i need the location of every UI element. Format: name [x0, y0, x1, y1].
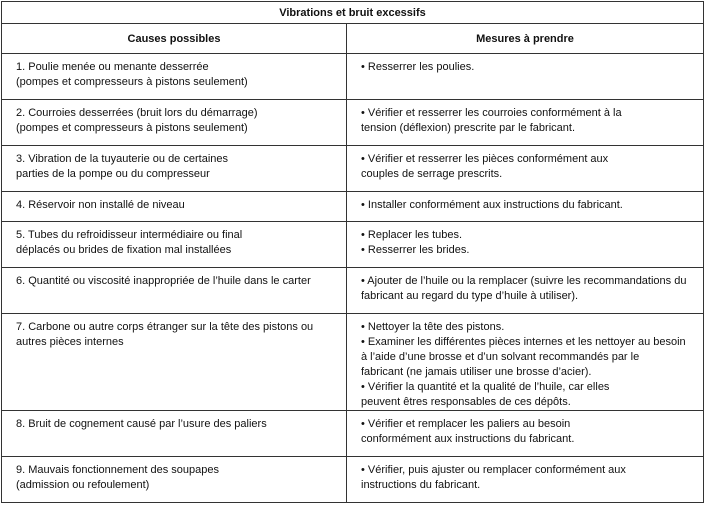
cause-line: (admission ou refoulement) — [16, 479, 150, 491]
table-body — [2, 54, 704, 503]
cause-line: 3. Vibration de la tuyauterie ou de certaines — [16, 153, 228, 165]
cause-cell — [2, 314, 347, 411]
measure-cell — [347, 100, 704, 146]
cause-cell — [2, 54, 347, 100]
cause-line: 5. Tubes du refroidisseur intermédiaire ou final — [16, 229, 243, 241]
cause-cell — [2, 100, 347, 146]
cause-line: 1. Poulie menée ou menante desserrée — [16, 61, 209, 73]
header-measures: Mesures à prendre — [347, 24, 704, 54]
measure-cell — [347, 192, 704, 222]
table-row — [2, 222, 704, 268]
cause-cell — [2, 268, 347, 314]
measure-line: • Vérifier et resserrer les pièces conformément aux — [361, 153, 609, 165]
table-row — [2, 457, 704, 503]
cause-line: 4. Réservoir non installé de niveau — [16, 199, 185, 211]
table-row — [2, 100, 704, 146]
measure-line: fabricant (ne jamais utiliser une brosse d’acier). — [361, 366, 592, 378]
measure-line: • Vérifier et remplacer les paliers au besoin — [361, 418, 571, 430]
measure-line: conformément aux instructions du fabricant. — [361, 433, 575, 445]
measure-cell — [347, 268, 704, 314]
measure-cell — [347, 457, 704, 503]
cause-line: 6. Quantité ou viscosité inappropriée de l’huile dans le carter — [16, 275, 311, 287]
cause-line: 8. Bruit de cognement causé par l’usure des paliers — [16, 418, 267, 430]
measure-line: • Resserrer les poulies. — [361, 61, 475, 73]
measure-line: • Vérifier et resserrer les courroies conformément à la — [361, 107, 622, 119]
measure-line: • Installer conformément aux instructions du fabricant. — [361, 199, 623, 211]
measure-line: • Ajouter de l’huile ou la remplacer (suivre les recommandations du — [361, 275, 687, 287]
table-row — [2, 146, 704, 192]
cause-cell — [2, 411, 347, 457]
header-causes: Causes possibles — [2, 24, 347, 54]
cause-line: 7. Carbone ou autre corps étranger sur la tête des pistons ou — [16, 321, 314, 333]
measure-line: couples de serrage prescrits. — [361, 168, 503, 180]
cause-line: 9. Mauvais fonctionnement des soupapes — [16, 464, 220, 476]
cause-line: 2. Courroies desserrées (bruit lors du démarrage) — [16, 107, 258, 119]
table-row — [2, 268, 704, 314]
measure-cell — [347, 411, 704, 457]
cause-line: (pompes et compresseurs à pistons seulement) — [16, 76, 248, 88]
troubleshooting-table — [1, 1, 704, 503]
measure-line: fabricant au regard du type d’huile à utiliser). — [361, 290, 579, 302]
cause-line: (pompes et compresseurs à pistons seulement) — [16, 122, 248, 134]
cause-line: parties de la pompe ou du compresseur — [16, 168, 210, 180]
measure-cell — [347, 314, 704, 411]
table-row — [2, 54, 704, 100]
cause-line: déplacés ou brides de fixation mal installées — [16, 244, 232, 256]
measure-line: • Resserrer les brides. — [361, 244, 470, 256]
measure-line: tension (déflexion) prescrite par le fabricant. — [361, 122, 575, 134]
measure-line: peuvent êtres responsables de ces dépôts. — [361, 396, 571, 408]
table-row — [2, 192, 704, 222]
measure-line: • Vérifier la quantité et la qualité de l’huile, car elles — [361, 381, 610, 393]
measure-line: • Vérifier, puis ajuster ou remplacer conformément aux — [361, 464, 626, 476]
measure-cell — [347, 54, 704, 100]
measure-line: • Replacer les tubes. — [361, 229, 463, 241]
table-row — [2, 314, 704, 411]
measure-cell — [347, 222, 704, 268]
table-title: Vibrations et bruit excessifs — [2, 2, 704, 24]
cause-cell — [2, 192, 347, 222]
cause-cell — [2, 457, 347, 503]
cause-line: autres pièces internes — [16, 336, 124, 348]
measure-line: • Nettoyer la tête des pistons. — [361, 321, 505, 333]
measure-line: à l’aide d’une brosse et d’un solvant recommandés par le — [361, 351, 640, 363]
measure-cell — [347, 146, 704, 192]
cause-cell — [2, 222, 347, 268]
cause-cell — [2, 146, 347, 192]
table-row — [2, 411, 704, 457]
measure-line: instructions du fabricant. — [361, 479, 481, 491]
measure-line: • Examiner les différentes pièces internes et les nettoyer au besoin — [361, 336, 686, 348]
